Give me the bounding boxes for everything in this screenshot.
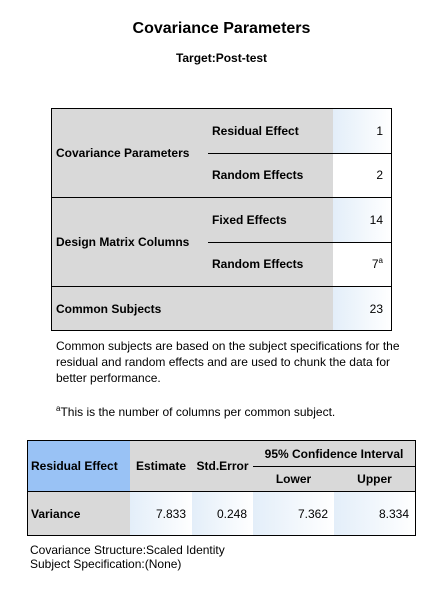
- grid-line: [52, 286, 391, 287]
- group-label-design-matrix-columns: Design Matrix Columns: [52, 198, 208, 286]
- model-info: [30, 543, 225, 571]
- covariance-structure-text: Covariance Structure:Scaled Identity: [30, 543, 225, 557]
- value-random-effects-cov: 2: [333, 153, 391, 197]
- row-label-residual-effect: Residual Effect: [208, 109, 333, 153]
- grid-line: [208, 153, 391, 154]
- value-fixed-effects: 14: [333, 198, 391, 242]
- value-common-subjects: 23: [333, 287, 391, 330]
- footnote: [56, 404, 335, 419]
- target-subtitle: Target:Post-test: [175, 51, 268, 65]
- page-title: Covariance Parameters: [132, 20, 311, 37]
- value-random-effects-dm-text: 7: [371, 257, 379, 271]
- subject-specification-text: Subject Specification:(None): [30, 557, 182, 571]
- value-estimate: 7.833: [130, 492, 192, 535]
- group-label-covariance-parameters: Covariance Parameters: [52, 109, 208, 197]
- row-label-common-subjects: Common Subjects: [52, 287, 333, 330]
- value-upper: 8.334: [334, 492, 415, 535]
- covariance-parameters-table: [51, 108, 392, 331]
- corner-header-residual-effect: Residual Effect: [28, 441, 130, 491]
- note-text: Common subjects are based on the subject specifications for the residual and random effects and are used to chunk the data for better performance.: [56, 339, 400, 385]
- residual-effect-table: [27, 440, 416, 536]
- col-header-upper: Upper: [334, 467, 415, 491]
- value-random-effects-dm: [333, 242, 391, 286]
- col-header-lower: Lower: [253, 467, 334, 491]
- grid-line: [253, 466, 415, 467]
- footnote-marker-label: a: [56, 404, 61, 413]
- value-std-error: 0.248: [192, 492, 253, 535]
- col-header-std-error: Std.Error: [192, 441, 253, 491]
- value-lower: 7.362: [253, 492, 334, 535]
- row-label-random-effects-dm: Random Effects: [208, 242, 333, 286]
- grid-line: [52, 197, 391, 198]
- grid-line: [28, 491, 415, 492]
- row-label-variance: Variance: [28, 492, 130, 535]
- footnote-text: This is the number of columns per common subject.: [60, 405, 336, 419]
- footnote-marker: a: [378, 256, 383, 265]
- row-label-random-effects-cov: Random Effects: [208, 153, 333, 197]
- row-label-fixed-effects: Fixed Effects: [208, 198, 333, 242]
- col-header-estimate: Estimate: [130, 441, 192, 491]
- grid-line: [208, 242, 391, 243]
- value-residual-effect: 1: [333, 109, 391, 153]
- col-header-confidence-interval: 95% Confidence Interval: [253, 441, 415, 466]
